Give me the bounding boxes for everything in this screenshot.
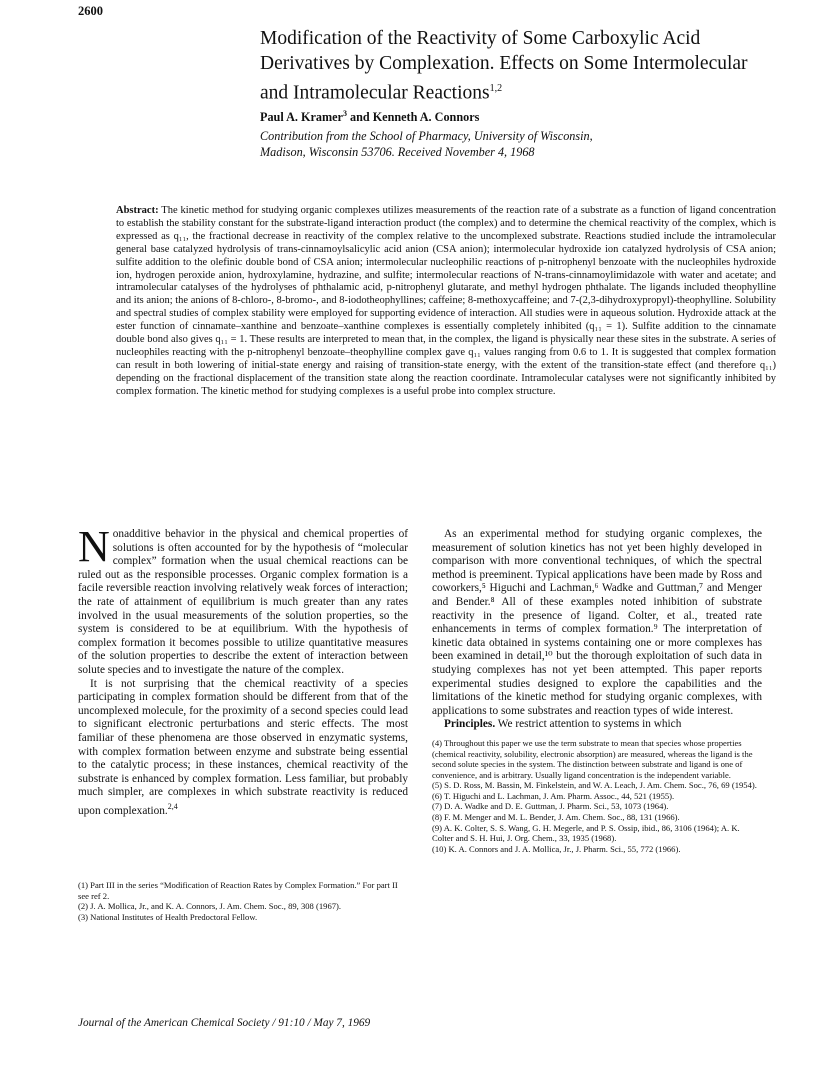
author-2: Kenneth A. Connors <box>372 110 480 125</box>
abstract-label: Abstract: <box>116 205 159 216</box>
intro-paragraph-2-text: It is not surprising that the chemical reactivity of a species participating in complex formation should be different from that of the uncomplexed molecule, for the proximity of a second species could lead to significant electronic perturbations and steric effects. The most familiar of these phenomena are those observed in enzymatic systems, with complex formation between enzyme and substrate being essential to the catalytic process; in these instances, chemical reactivity of the substrate is enhanced by complex formation. Less familiar, but probably much simpler, are complexes in which substrate reactivity is reduced upon complexation. <box>78 677 408 817</box>
intro-paragraph-2-refs: 2,4 <box>167 801 178 811</box>
affiliation <box>260 128 780 160</box>
principles-paragraph <box>432 718 762 732</box>
principles-heading: Principles. <box>444 718 496 731</box>
footnote-1: (1) Part III in the series “Modification of Reaction Rates by Complex Formation.” For part II see ref 2. <box>78 880 398 901</box>
left-footnotes <box>78 880 408 922</box>
page-number: 2600 <box>78 4 103 18</box>
principles-text: We restrict attention to systems in which <box>495 718 682 731</box>
right-column <box>432 528 762 854</box>
footnote-5: (5) S. D. Ross, M. Bassin, M. Finkelstein, and W. A. Leach, J. Am. Chem. Soc., 76, 69 (1954). <box>432 780 757 791</box>
intro-paragraph-2 <box>78 678 408 819</box>
footnote-10: (10) K. A. Connors and J. A. Mollica, Jr., J. Pharm. Sci., 55, 772 (1966). <box>432 843 681 854</box>
drop-cap: N <box>78 522 110 571</box>
intro-paragraph-1 <box>78 522 408 678</box>
right-footnotes <box>432 738 762 855</box>
left-column <box>78 522 408 818</box>
footnote-8: (8) F. M. Menger and M. L. Bender, J. Am. Chem. Soc., 88, 131 (1966). <box>432 812 680 823</box>
footnote-9: (9) A. K. Colter, S. S. Wang, G. H. Megerle, and P. S. Ossip, ibid., 86, 3106 (1964); A. K. Colter and S. H. Hui, J. Org. Chem., 33, 1935 (1968). <box>432 822 740 844</box>
paper-title <box>260 26 780 106</box>
author-1: Paul A. Kramer <box>260 110 343 125</box>
title-footnote-marker: 1,2 <box>489 83 503 94</box>
footnote-4: (4) Throughout this paper we use the term substrate to mean that species whose properties (chemical reactivity, solubility, electronic absorption) are measured, whereas the ligand is the second solute species in the system. The distinction between substrate and ligand is one of convenience, and is arbitrary. Usually ligand concentration is the independent variable. <box>432 737 753 780</box>
abstract-text: The kinetic method for studying organic complexes utilizes measurements of the reaction rate of a substrate as a function of ligand concentration to establish the stability constant for the substrate-ligand interaction product (the complex) and to determine the chemical reactivity of the complex, which is expressed as q₁₁, the fractional decrease in reactivity of the complex relative to the uncomplexed substrate. Reactions studied include the intramolecular general base catalyzed hydrolysis of trans-cinnamoylsalicylic acid anion (CSA anion); intermolecular hydroxide ion catalyzed hydrolysis of CSA anion; sulfite addition to the olefinic double bond of CSA anion; intermolecular nucleophilic reactions of p-nitrophenyl benzoate with the nucleophiles hydroxide ion, hydrogen peroxide anion, hydroxylamine, hydrazine, and sulfite; intermolecular reactions of N-trans-cinnamoylimidazole with water and acetate; and intramolecular catalyses of the hydrolyses of phthalamic acid, p-nitrophenyl glutarate, and methyl hydrogen phthalate. The ligands included theophylline and its anion; the anions of 8-chloro-, 8-bromo-, and 8-iodotheophyllines; caffeine; 8-methoxycaffeine; and 7-(2,3-dihydroxypropyl)-theophylline. Solubility and spectral studies of complex stability were employed for supporting evidence of interaction. All studies were in aqueous solution. Hydroxide attack at the ester function of cinnamate–xanthine and benzoate–xanthine complexes is essentially completely inhibited (q₁₁ = 1). Sulfite addition to the cinnamate double bond also gives q₁₁ = 1. These results are interpreted to mean that, in the complex, the ligand is physically near these sites in the substrate. A series of nucleophiles reacting with the p-nitrophenyl benzoate–theophylline complex gave q₁₁ values ranging from 0.6 to 1. It is suggested that complex formation can result in both lowering of initial-state energy and raising of transition-state energy, with the extent of the transition-state effect (and therefore q₁₁) depending on the fractional displacement of the transition state along the reaction coordinate. Intramolecular catalyses were not significantly inhibited by complex formation. The kinetic method for studying complexes is a useful probe into complex structure. <box>116 205 776 397</box>
affiliation-line-2: Madison, Wisconsin 53706. Received November 4, 1968 <box>260 145 535 159</box>
author-line <box>260 109 479 125</box>
author-conjunction: and <box>346 110 373 125</box>
journal-citation-footer: Journal of the American Chemical Society / 91:10 / May 7, 1969 <box>78 1017 371 1029</box>
author-1-footnote-marker: 3 <box>342 109 347 118</box>
footnote-2: (2) J. A. Mollica, Jr., and K. A. Connors, J. Am. Chem. Soc., 89, 308 (1967). <box>78 901 342 912</box>
title-text: Modification of the Reactivity of Some Carboxylic Acid Derivatives by Complexation. Effects on Some Intermolecular and Intramolecular Reactions <box>260 28 748 104</box>
affiliation-line-1: Contribution from the School of Pharmacy, University of Wisconsin, <box>260 129 593 143</box>
intro-paragraph-3: As an experimental method for studying organic complexes, the measurement of solution kinetics has not yet been highly developed in comparison with more conventional techniques, of which the spectral method is preeminent. Typical applications have been made by Ross and coworkers,⁵ Higuchi and Lachman,⁶ Wadke and Guttman,⁷ and Menger and Bender.⁸ All of these examples noted inhibition of substrate reactivity in the presence of ligand. Colter, et al., treated rate enhancements in terms of complex formation.⁹ The interpretation of kinetic data obtained in systems containing one or more complexes has been examined in detail,¹⁰ but the thorough exploitation of such data in studying complexes has not yet been attempted. This paper reports experimental studies designed to explore the capabilities and the limitations of the kinetic method for studying organic complexes, with applications to some substrates and reaction types of wide interest. <box>432 528 762 717</box>
abstract <box>116 205 776 399</box>
footnote-6: (6) T. Higuchi and L. Lachman, J. Am. Pharm. Assoc., 44, 521 (1955). <box>432 790 675 801</box>
intro-paragraph-1-text: onadditive behavior in the physical and chemical properties of solutions is often accounted for by the hypothesis of “molecular complex” formation when the usual chemical reactions can be ruled out as the responsible processes. Organic complex formation is a facile reversible reaction involving relatively weak forces of interaction; the rate of attainment of equilibrium is much greater than any rates involved in the usual measurements of the solution properties, so the system is considered to be at equilibrium. With the hypothesis of complex formation it becomes possible to utilize quantitative measures of the solution properties to describe the extent of interaction between solute species and to investigate the nature of the complex. <box>78 528 408 676</box>
footnote-7: (7) D. A. Wadke and D. E. Guttman, J. Pharm. Sci., 53, 1073 (1964). <box>432 801 669 812</box>
footnote-3: (3) National Institutes of Health Predoctoral Fellow. <box>78 911 258 922</box>
